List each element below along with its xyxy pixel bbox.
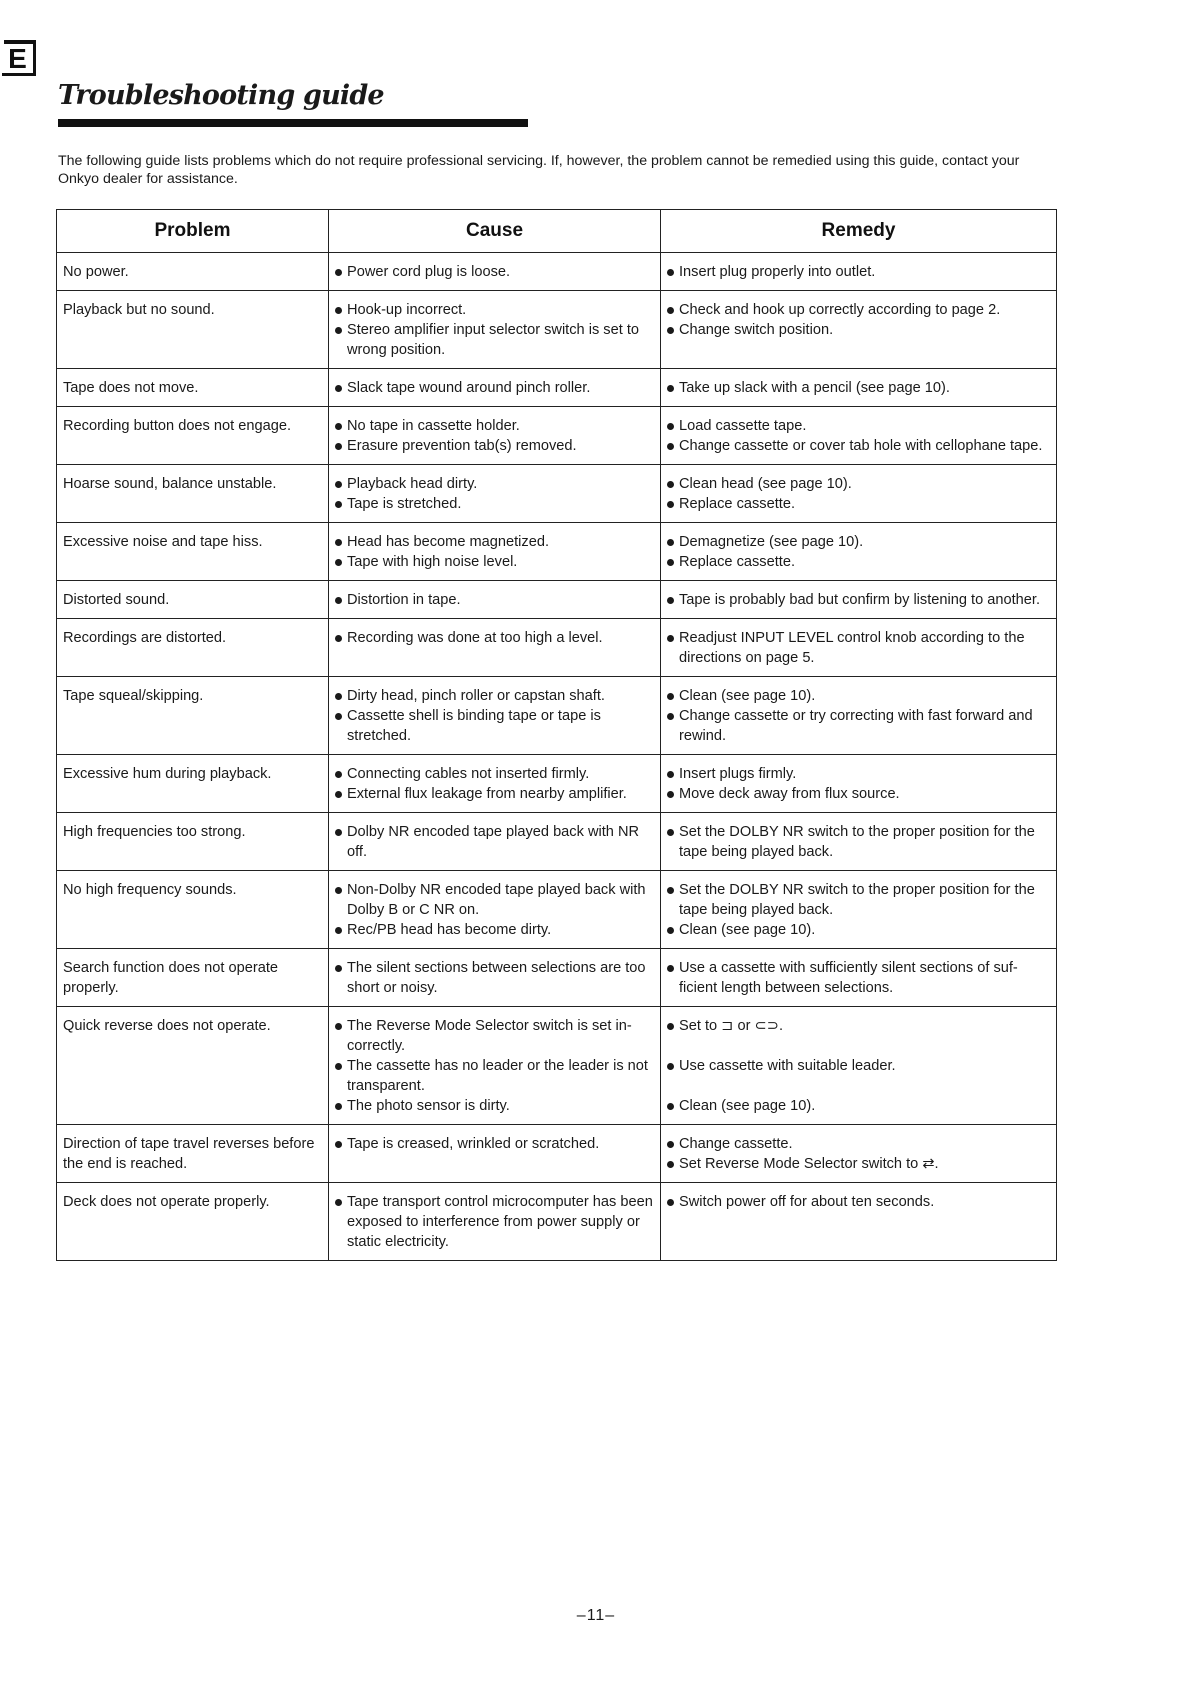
cause-item: [334, 706, 656, 746]
bullet-icon: [335, 1141, 342, 1148]
bullet-icon: [335, 965, 342, 972]
bullet-icon: [667, 887, 674, 894]
bullet-icon: [335, 1103, 342, 1110]
remedy-list: [666, 1134, 1052, 1174]
cause-cell: [329, 677, 661, 755]
bullet-icon: [667, 927, 674, 934]
cause-list: [334, 474, 656, 514]
remedy-item: [666, 494, 1052, 514]
remedy-item: [666, 436, 1052, 456]
problem-cell: Excessive hum during playback.: [57, 755, 329, 813]
cause-item: [334, 300, 656, 320]
remedy-text: Load cassette tape.: [679, 418, 807, 434]
remedy-list: [666, 474, 1052, 514]
remedy-item: [666, 784, 1052, 804]
cause-text: Tape is stretched.: [347, 496, 462, 512]
cause-item: [334, 1096, 656, 1116]
cause-list: [334, 1192, 656, 1252]
cause-list: [334, 628, 656, 648]
cause-item: [334, 262, 656, 282]
bullet-icon: [335, 327, 342, 334]
cause-list: [334, 590, 656, 610]
bullet-icon: [335, 481, 342, 488]
remedy-text: Use a cassette with sufficiently silent sections of suf-ficient length between selections.: [679, 960, 1018, 996]
remedy-list: [666, 378, 1052, 398]
remedy-text: Insert plugs firmly.: [679, 766, 797, 782]
remedy-cell: [661, 1125, 1057, 1183]
table-row: [57, 619, 1057, 677]
remedy-item: [666, 764, 1052, 784]
cause-cell: [329, 1125, 661, 1183]
cause-item: [334, 378, 656, 398]
cause-list: [334, 686, 656, 746]
remedy-text: Take up slack with a pencil (see page 10).: [679, 380, 950, 396]
cause-item: [334, 532, 656, 552]
remedy-text: Set the DOLBY NR switch to the proper position for the tape being played back.: [679, 824, 1035, 860]
remedy-item: [666, 590, 1052, 610]
remedy-item: [666, 416, 1052, 436]
remedy-item: [666, 1096, 1052, 1116]
bullet-icon: [335, 713, 342, 720]
cause-item: [334, 1056, 656, 1096]
problem-cell: Recording button does not engage.: [57, 407, 329, 465]
remedy-cell: [661, 581, 1057, 619]
remedy-text: Tape is probably bad but confirm by listening to another.: [679, 592, 1041, 608]
problem-cell: Recordings are distorted.: [57, 619, 329, 677]
remedy-list: [666, 300, 1052, 340]
cause-list: [334, 416, 656, 456]
problem-cell: Direction of tape travel reverses before the end is reached.: [57, 1125, 329, 1183]
remedy-list: [666, 822, 1052, 862]
remedy-text: Move deck away from flux source.: [679, 786, 900, 802]
remedy-cell: [661, 949, 1057, 1007]
cause-list: [334, 262, 656, 282]
remedy-text: Change cassette.: [679, 1136, 793, 1152]
cause-text: Erasure prevention tab(s) removed.: [347, 438, 577, 454]
remedy-text: Clean (see page 10).: [679, 688, 816, 704]
remedy-text: Set the DOLBY NR switch to the proper position for the tape being played back.: [679, 882, 1035, 918]
bullet-icon: [335, 829, 342, 836]
language-badge: E: [2, 40, 36, 76]
remedy-list: [666, 1192, 1052, 1212]
remedy-item: [666, 320, 1052, 340]
cause-item: [334, 1016, 656, 1056]
remedy-item: [666, 1134, 1052, 1154]
cause-cell: [329, 407, 661, 465]
table-row: [57, 369, 1057, 407]
cause-item: [334, 320, 656, 360]
cause-text: The cassette has no leader or the leader is not transparent.: [347, 1058, 648, 1094]
cause-text: Hook-up incorrect.: [347, 302, 467, 318]
cause-item: [334, 494, 656, 514]
bullet-icon: [335, 635, 342, 642]
table-body: [57, 253, 1057, 1261]
cause-cell: [329, 1007, 661, 1125]
title-rule: [58, 119, 528, 127]
cause-cell: [329, 1183, 661, 1261]
remedy-text: Set Reverse Mode Selector switch to ⇄.: [679, 1156, 939, 1172]
remedy-item: [666, 958, 1052, 998]
remedy-list: [666, 1016, 1052, 1116]
cause-text: Playback head dirty.: [347, 476, 478, 492]
bullet-icon: [335, 501, 342, 508]
bullet-icon: [667, 1199, 674, 1206]
remedy-item: [666, 920, 1052, 940]
remedy-cell: [661, 523, 1057, 581]
cause-item: [334, 590, 656, 610]
bullet-icon: [667, 481, 674, 488]
remedy-list: [666, 958, 1052, 998]
remedy-text: Replace cassette.: [679, 554, 796, 570]
troubleshooting-table: [56, 209, 1057, 1261]
problem-cell: Excessive noise and tape hiss.: [57, 523, 329, 581]
cause-cell: [329, 369, 661, 407]
bullet-icon: [667, 1103, 674, 1110]
cause-text: Power cord plug is loose.: [347, 264, 511, 280]
problem-cell: Quick reverse does not operate.: [57, 1007, 329, 1125]
remedy-item: [666, 706, 1052, 746]
remedy-text: Readjust INPUT LEVEL control knob according to the directions on page 5.: [679, 630, 1025, 666]
remedy-item: [666, 628, 1052, 668]
table-row: [57, 871, 1057, 949]
remedy-item: [666, 1056, 1052, 1076]
problem-cell: Distorted sound.: [57, 581, 329, 619]
cause-item: [334, 1134, 656, 1154]
cause-text: Rec/PB head has become dirty.: [347, 922, 552, 938]
cause-item: [334, 474, 656, 494]
problem-cell: Hoarse sound, balance unstable.: [57, 465, 329, 523]
cause-item: [334, 1192, 656, 1252]
remedy-item: [666, 822, 1052, 862]
bullet-icon: [335, 1199, 342, 1206]
table-row: [57, 1183, 1057, 1261]
cause-text: Slack tape wound around pinch roller.: [347, 380, 591, 396]
table-row: [57, 949, 1057, 1007]
remedy-text: Clean (see page 10).: [679, 922, 816, 938]
cause-item: [334, 880, 656, 920]
cause-list: [334, 822, 656, 862]
cause-cell: [329, 523, 661, 581]
table-row: [57, 813, 1057, 871]
remedy-item: [666, 1016, 1052, 1036]
bullet-icon: [667, 1063, 674, 1070]
cause-list: [334, 300, 656, 360]
cause-cell: [329, 581, 661, 619]
cause-cell: [329, 253, 661, 291]
cause-text: The photo sensor is dirty.: [347, 1098, 510, 1114]
bullet-icon: [335, 443, 342, 450]
cause-cell: [329, 813, 661, 871]
remedy-text: Switch power off for about ten seconds.: [679, 1194, 935, 1210]
bullet-icon: [667, 443, 674, 450]
bullet-icon: [335, 269, 342, 276]
remedy-list: [666, 416, 1052, 456]
remedy-item: [666, 378, 1052, 398]
remedy-text: Demagnetize (see page 10).: [679, 534, 864, 550]
intro-paragraph: The following guide lists problems which do not require professional servicing. If, however, the problem cannot be remedied using this guide, contact your Onkyo dealer for assistance.: [58, 153, 1020, 187]
problem-cell: High frequencies too strong.: [57, 813, 329, 871]
bullet-icon: [335, 597, 342, 604]
cause-list: [334, 1134, 656, 1154]
bullet-icon: [335, 771, 342, 778]
problem-cell: No power.: [57, 253, 329, 291]
problem-cell: Deck does not operate properly.: [57, 1183, 329, 1261]
bullet-icon: [667, 693, 674, 700]
cause-text: No tape in cassette holder.: [347, 418, 520, 434]
remedy-cell: [661, 813, 1057, 871]
remedy-list: [666, 880, 1052, 940]
bullet-icon: [667, 559, 674, 566]
remedy-cell: [661, 677, 1057, 755]
bullet-icon: [335, 927, 342, 934]
bullet-icon: [335, 423, 342, 430]
bullet-icon: [667, 1023, 674, 1030]
cause-text: Tape transport control microcomputer has been exposed to interference from power supply or static electricity.: [347, 1194, 653, 1250]
bullet-icon: [667, 1141, 674, 1148]
remedy-list: [666, 764, 1052, 804]
remedy-item: [666, 1192, 1052, 1212]
bullet-icon: [667, 423, 674, 430]
table-row: [57, 581, 1057, 619]
bullet-icon: [667, 771, 674, 778]
cause-item: [334, 920, 656, 940]
bullet-icon: [335, 791, 342, 798]
cause-cell: [329, 949, 661, 1007]
cause-text: Dolby NR encoded tape played back with NR off.: [347, 824, 640, 860]
remedy-text: Replace cassette.: [679, 496, 796, 512]
remedy-item: [666, 552, 1052, 572]
table-row: [57, 407, 1057, 465]
remedy-text: Clean (see page 10).: [679, 1098, 816, 1114]
bullet-icon: [667, 635, 674, 642]
remedy-list: [666, 628, 1052, 668]
bullet-icon: [667, 791, 674, 798]
bullet-icon: [667, 1161, 674, 1168]
bullet-icon: [335, 539, 342, 546]
cause-item: [334, 686, 656, 706]
bullet-icon: [667, 385, 674, 392]
table-row: [57, 291, 1057, 369]
cause-item: [334, 628, 656, 648]
header-remedy: Remedy: [661, 210, 1057, 253]
cause-text: Stereo amplifier input selector switch is set to wrong position.: [347, 322, 639, 358]
table-header-row: [57, 210, 1057, 253]
cause-item: [334, 784, 656, 804]
header-problem: Problem: [57, 210, 329, 253]
remedy-text: Clean head (see page 10).: [679, 476, 852, 492]
remedy-cell: [661, 755, 1057, 813]
remedy-cell: [661, 1183, 1057, 1261]
bullet-icon: [335, 307, 342, 314]
bullet-icon: [667, 713, 674, 720]
cause-item: [334, 822, 656, 862]
remedy-cell: [661, 619, 1057, 677]
remedy-list: [666, 686, 1052, 746]
bullet-icon: [667, 327, 674, 334]
cause-text: The silent sections between selections are too short or noisy.: [347, 960, 646, 996]
table-row: [57, 1125, 1057, 1183]
bullet-icon: [667, 501, 674, 508]
cause-item: [334, 764, 656, 784]
cause-text: Connecting cables not inserted firmly.: [347, 766, 590, 782]
bullet-icon: [667, 539, 674, 546]
cause-cell: [329, 871, 661, 949]
table-row: [57, 755, 1057, 813]
cause-text: Cassette shell is binding tape or tape is stretched.: [347, 708, 601, 744]
problem-cell: Search function does not operate properly.: [57, 949, 329, 1007]
cause-cell: [329, 465, 661, 523]
remedy-cell: [661, 369, 1057, 407]
remedy-text: Use cassette with suitable leader.: [679, 1058, 896, 1074]
cause-cell: [329, 619, 661, 677]
cause-list: [334, 1016, 656, 1116]
remedy-item: [666, 1154, 1052, 1174]
cause-text: External flux leakage from nearby amplifier.: [347, 786, 627, 802]
remedy-text: Check and hook up correctly according to page 2.: [679, 302, 1001, 318]
remedy-list: [666, 262, 1052, 282]
remedy-item: [666, 474, 1052, 494]
bullet-icon: [667, 597, 674, 604]
remedy-text: Insert plug properly into outlet.: [679, 264, 876, 280]
table-row: [57, 465, 1057, 523]
remedy-text: Set to ⊐ or ⊂⊃.: [679, 1018, 784, 1034]
remedy-text: Change cassette or try correcting with fast forward and rewind.: [679, 708, 1033, 744]
header-cause: Cause: [329, 210, 661, 253]
remedy-item: [666, 686, 1052, 706]
cause-text: Distortion in tape.: [347, 592, 461, 608]
cause-text: Recording was done at too high a level.: [347, 630, 603, 646]
cause-text: Non-Dolby NR encoded tape played back with Dolby B or C NR on.: [347, 882, 646, 918]
remedy-cell: [661, 465, 1057, 523]
bullet-icon: [335, 385, 342, 392]
cause-text: Tape with high noise level.: [347, 554, 518, 570]
bullet-icon: [667, 269, 674, 276]
cause-item: [334, 436, 656, 456]
table-row: [57, 253, 1057, 291]
remedy-text: Change cassette or cover tab hole with cellophane tape.: [679, 438, 1043, 454]
remedy-text: Change switch position.: [679, 322, 834, 338]
cause-cell: [329, 291, 661, 369]
cause-text: Dirty head, pinch roller or capstan shaft.: [347, 688, 605, 704]
remedy-item: [666, 532, 1052, 552]
remedy-cell: [661, 871, 1057, 949]
cause-text: The Reverse Mode Selector switch is set in-correctly.: [347, 1018, 632, 1054]
table-row: [57, 523, 1057, 581]
bullet-icon: [667, 307, 674, 314]
remedy-item: [666, 262, 1052, 282]
cause-list: [334, 880, 656, 940]
remedy-cell: [661, 407, 1057, 465]
table-row: [57, 1007, 1057, 1125]
cause-list: [334, 378, 656, 398]
bullet-icon: [335, 1063, 342, 1070]
problem-cell: No high frequency sounds.: [57, 871, 329, 949]
remedy-item: [666, 880, 1052, 920]
bullet-icon: [335, 693, 342, 700]
table-row: [57, 677, 1057, 755]
bullet-icon: [335, 1023, 342, 1030]
bullet-icon: [335, 887, 342, 894]
cause-item: [334, 552, 656, 572]
remedy-list: [666, 590, 1052, 610]
cause-item: [334, 958, 656, 998]
cause-list: [334, 532, 656, 572]
remedy-cell: [661, 1007, 1057, 1125]
cause-text: Tape is creased, wrinkled or scratched.: [347, 1136, 600, 1152]
cause-item: [334, 416, 656, 436]
cause-cell: [329, 755, 661, 813]
problem-cell: Playback but no sound.: [57, 291, 329, 369]
bullet-icon: [667, 829, 674, 836]
bullet-icon: [335, 559, 342, 566]
problem-cell: Tape does not move.: [57, 369, 329, 407]
cause-list: [334, 764, 656, 804]
problem-cell: Tape squeal/skipping.: [57, 677, 329, 755]
cause-text: Head has become magnetized.: [347, 534, 550, 550]
page-title: Troubleshooting guide: [58, 80, 384, 111]
remedy-cell: [661, 291, 1057, 369]
remedy-cell: [661, 253, 1057, 291]
bullet-icon: [667, 965, 674, 972]
cause-list: [334, 958, 656, 998]
page-number: –11–: [576, 1607, 616, 1624]
remedy-list: [666, 532, 1052, 572]
remedy-item: [666, 300, 1052, 320]
